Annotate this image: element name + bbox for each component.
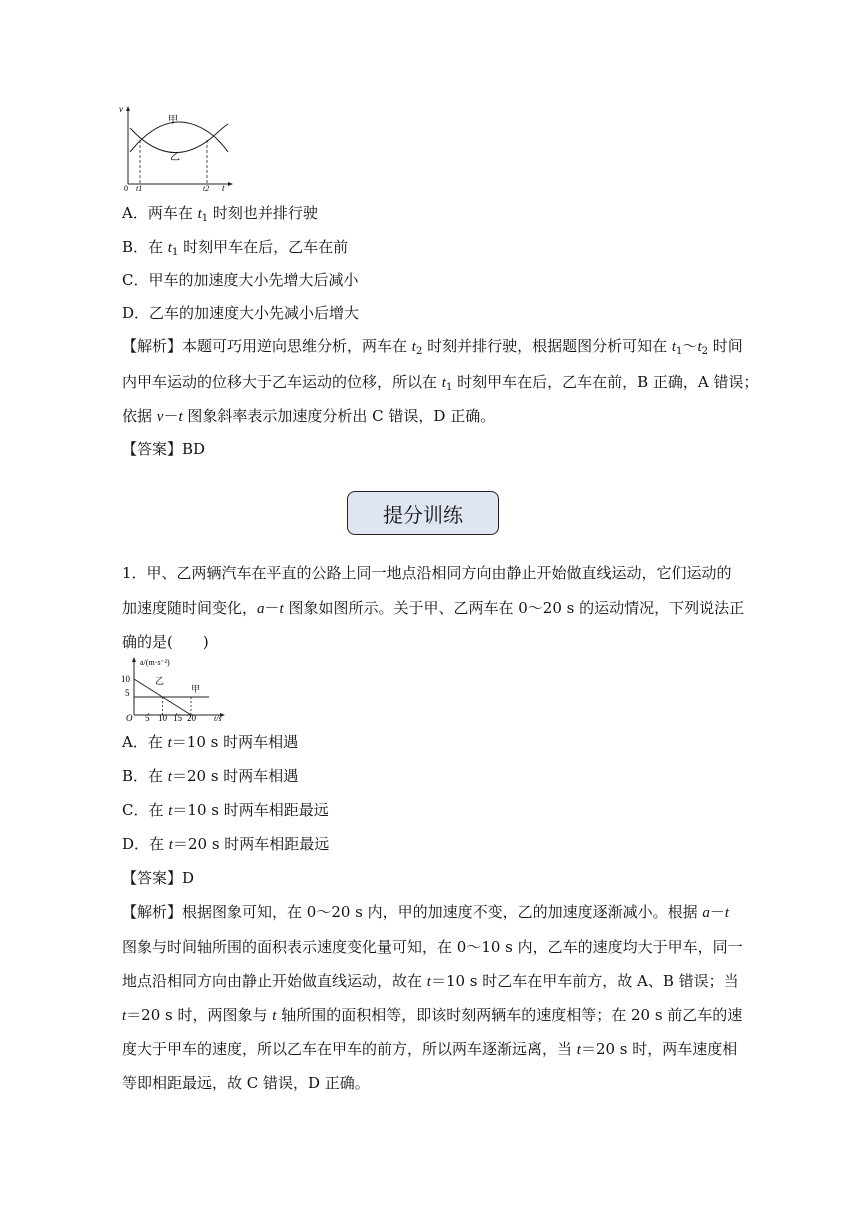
section-title: 提分训练 (383, 502, 463, 527)
at-label-jia: 甲 (191, 684, 201, 694)
vt-graph (116, 104, 236, 192)
q0-analysis-line3: 依据 v－t 图象斜率表示加速度分析出 C 错误，D 正确。 (122, 407, 496, 425)
q1-option-c: C．在 t＝10 s 时两车相距最远 (122, 801, 329, 819)
vt-t2-label: t2 (203, 184, 210, 192)
section-banner (347, 491, 499, 535)
q0-analysis-line2: 内甲车运动的位移大于乙车运动的位移，所以在 $t_1$ 时刻甲车在后，乙车在前，B 正确，A 错误； (122, 373, 759, 393)
q1-analysis-line4: t＝20 s 时，两图象与 t 轴所围的面积相等，即该时刻两辆车的速度相等；在 20 s 前乙车的速 (122, 1006, 743, 1024)
at-xtick-20: 20 (187, 713, 196, 723)
at-label-yi: 乙 (155, 676, 165, 686)
at-y-label: a/(m·s⁻²) (140, 658, 170, 667)
at-xtick-15: 15 (173, 713, 182, 723)
q1-analysis-line3: 地点沿相同方向由静止开始做直线运动，故在 t＝10 s 时乙车在甲车前方，故 A、B 错误；当 (122, 972, 739, 990)
at-y-arrow (132, 657, 136, 662)
q1-answer: 【答案】D (122, 869, 195, 887)
at-ytick-5: 5 (125, 688, 130, 698)
vt-y-arrow (126, 106, 130, 111)
q1-stem-line2: 加速度随时间变化，a－t 图象如图所示。关于甲、乙两车在 0～20 s 的运动情况，下列说法正 (122, 599, 745, 617)
q1-analysis-line6: 等即相距最远，故 C 错误，D 正确。 (122, 1074, 370, 1092)
at-ytick-10: 10 (121, 674, 130, 684)
vt-label-yi: 乙 (170, 152, 180, 163)
vt-label-jia: 甲 (168, 115, 178, 126)
vt-origin: 0 (124, 184, 128, 192)
q0-answer: 【答案】BD (122, 440, 206, 458)
at-origin: O (126, 713, 133, 723)
vt-x-arrow (228, 182, 233, 186)
at-graph (118, 655, 236, 723)
at-xtick-5: 5 (145, 713, 150, 723)
q0-option-c: C．甲车的加速度大小先增大后减小 (122, 271, 359, 289)
vt-y-label: v (119, 104, 123, 114)
q0-option-d: D．乙车的加速度大小先减小后增大 (122, 304, 360, 322)
q1-analysis-line5: 度大于甲车的速度，所以乙车在甲车的前方，所以两车逐渐远离，当 t＝20 s 时，两车速度相 (122, 1040, 738, 1058)
vt-curve-yi (130, 124, 228, 153)
q0-analysis-line1: 【解析】本题可巧用逆向思维分析，两车在 $t_2$ 时刻并排行驶，根据题图分析可知在 $t_1\sim t_2$ 时间 (122, 337, 743, 357)
q1-option-b: B．在 t＝20 s 时两车相遇 (122, 767, 299, 785)
at-x-label: t/s (214, 714, 222, 723)
q1-analysis-line1: 【解析】根据图象可知，在 0～20 s 内，甲的加速度不变，乙的加速度逐渐减小。根据 a－t (122, 903, 730, 921)
vt-x-label: t (222, 183, 225, 192)
q0-option-a: A．两车在 $t_1$ 时刻也并排行驶 (122, 204, 318, 224)
q1-stem-line1: 1．甲、乙两辆汽车在平直的公路上同一地点沿相同方向由静止开始做直线运动，它们运动的 (122, 564, 732, 582)
q1-analysis-line2: 图象与时间轴所围的面积表示速度变化量可知，在 0～10 s 内，乙车的速度均大于甲车，同一 (122, 938, 743, 956)
at-xtick-10: 10 (158, 713, 167, 723)
q1-option-a: A．在 t＝10 s 时两车相遇 (122, 733, 299, 751)
q1-option-d: D．在 t＝20 s 时两车相距最远 (122, 835, 330, 853)
q1-stem-line3: 确的是( ) (122, 633, 209, 651)
vt-t1-label: t1 (136, 184, 143, 192)
q0-option-b: B．在 $t_1$ 时刻甲车在后，乙车在前 (122, 238, 349, 258)
